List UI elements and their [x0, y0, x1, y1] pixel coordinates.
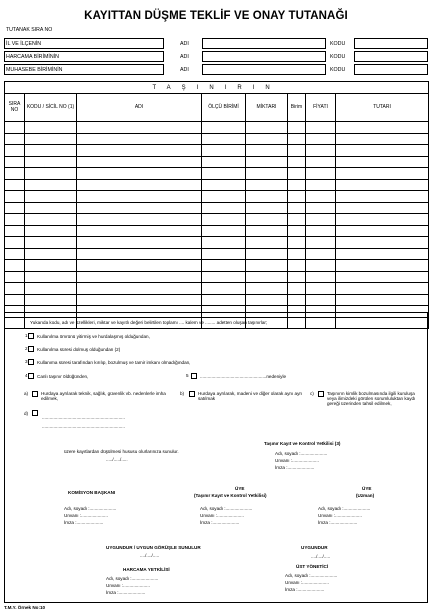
table-cell[interactable] — [336, 191, 429, 203]
table-cell[interactable] — [77, 122, 202, 134]
table-cell[interactable] — [246, 145, 288, 157]
table-row — [5, 225, 429, 237]
table-cell[interactable] — [288, 202, 306, 214]
table-cell[interactable] — [288, 122, 306, 134]
uye-1-adi-soyadi: Adı, soyadı :..................... — [200, 506, 253, 511]
harcama-imza: İmza :..................... — [106, 590, 146, 595]
table-cell[interactable] — [25, 122, 77, 134]
table-cell[interactable] — [77, 283, 202, 295]
table-cell[interactable] — [5, 294, 25, 306]
harcama-kodu-field[interactable] — [354, 51, 428, 62]
table-cell[interactable] — [336, 145, 429, 157]
table-row — [5, 237, 429, 249]
komisyon-baskani-title: KOMİSYON BAŞKANI — [68, 490, 116, 495]
table-cell[interactable] — [202, 202, 246, 214]
sub-option-b-text: Hurdaya ayrılarak, madeni ve diğer olarak aynı ayrı satılmak — [198, 391, 303, 402]
sub-option-d-line-2: ................................................................. — [42, 424, 125, 429]
ust-yonetici-imza: İmza :..................... — [285, 587, 325, 592]
table-row — [5, 133, 429, 145]
sub-option-b-letter: b) — [180, 391, 185, 396]
table-cell[interactable] — [25, 156, 77, 168]
table-cell[interactable] — [336, 248, 429, 260]
tutanak-sira-no-label: TUTANAK SIRA NO — [6, 27, 53, 33]
table-cell[interactable] — [202, 122, 246, 134]
table-cell[interactable] — [306, 271, 336, 283]
harcama-adi-label: ADI — [180, 54, 189, 60]
table-cell[interactable] — [336, 271, 429, 283]
option-1-text: Kullanılma ömrünü yitirmiş ve hurdalaşmış olduğundan, — [37, 334, 150, 339]
table-row — [5, 202, 429, 214]
il-label: İL VE İLÇENİN — [6, 41, 42, 47]
table-cell[interactable] — [306, 225, 336, 237]
uye-2-imza: İmza :..................... — [318, 520, 358, 525]
table-cell[interactable] — [306, 214, 336, 226]
table-cell[interactable] — [306, 145, 336, 157]
table-cell[interactable] — [202, 225, 246, 237]
statement-text: Yukarıda kodu, adı ve özellikleri, miktar ve kayıtlı değeri belirtilen toplamı .... kalem ve ........ adetten oluşan taşınırlar; — [30, 320, 268, 325]
table-cell[interactable] — [202, 133, 246, 145]
table-cell[interactable] — [5, 156, 25, 168]
table-cell[interactable] — [288, 145, 306, 157]
kontrol-unvani: Unvanı :..................... — [275, 458, 319, 463]
table-cell[interactable] — [288, 283, 306, 295]
table-cell[interactable] — [246, 168, 288, 180]
table-cell[interactable] — [246, 191, 288, 203]
table-row — [5, 260, 429, 272]
table-cell[interactable] — [5, 133, 25, 145]
table-cell[interactable] — [246, 214, 288, 226]
kontrol-yetkilisi-title: Taşınır Kayıt ve Kontrol Yetkilisi (3) — [264, 441, 341, 446]
table-cell[interactable] — [202, 248, 246, 260]
table-cell[interactable] — [77, 248, 202, 260]
table-cell[interactable] — [5, 283, 25, 295]
table-cell[interactable] — [288, 214, 306, 226]
table-cell[interactable] — [77, 214, 202, 226]
table-cell[interactable] — [246, 179, 288, 191]
uye-2-subtitle: (Uzman) — [356, 493, 375, 498]
table-cell[interactable] — [25, 202, 77, 214]
option-5-number: 5 — [186, 373, 189, 378]
table-cell[interactable] — [306, 122, 336, 134]
table-cell[interactable] — [306, 179, 336, 191]
option-3-number: 3 — [25, 359, 28, 364]
option-4-number: 4 — [25, 373, 28, 378]
table-cell[interactable] — [202, 179, 246, 191]
table-cell[interactable] — [306, 260, 336, 272]
uygundur-title: UYGUNDUR — [301, 545, 328, 550]
table-cell[interactable] — [77, 202, 202, 214]
table-cell[interactable] — [306, 248, 336, 260]
table-cell[interactable] — [246, 225, 288, 237]
sub-option-a-checkbox[interactable] — [32, 391, 38, 397]
komisyon-imza: İmza :..................... — [64, 520, 104, 525]
table-cell[interactable] — [288, 156, 306, 168]
uye-1-unvani: Unvanı :..................... — [200, 513, 244, 518]
kontrol-imza: İmza :..................... — [275, 465, 315, 470]
table-cell[interactable] — [5, 202, 25, 214]
option-4-text: Canlı taşınır öldüğünden, — [37, 374, 89, 379]
table-row — [5, 294, 429, 306]
option-1-number: 1 — [25, 333, 28, 338]
table-cell[interactable] — [77, 260, 202, 272]
table-cell[interactable] — [5, 122, 25, 134]
table-cell[interactable] — [288, 179, 306, 191]
option-2-text: Kullanılma süresi dolmuş olduğundan (2) — [37, 347, 121, 352]
table-cell[interactable] — [336, 168, 429, 180]
sub-option-d-checkbox[interactable] — [32, 410, 38, 416]
table-cell[interactable] — [5, 271, 25, 283]
kontrol-adi-soyadi: Adı, soyadı :..................... — [275, 451, 328, 456]
muhasebe-kodu-field[interactable] — [354, 64, 428, 75]
table-cell[interactable] — [25, 214, 77, 226]
harcama-adi-soyadi: Adı, soyadı :..................... — [106, 576, 159, 581]
table-cell[interactable] — [336, 237, 429, 249]
sub-option-a-letter: a) — [24, 391, 29, 396]
muhasebe-label: MUHASEBE BİRİMİNİN — [6, 67, 63, 73]
table-cell[interactable] — [336, 179, 429, 191]
table-row — [5, 283, 429, 295]
table-cell[interactable] — [288, 237, 306, 249]
table-row — [5, 214, 429, 226]
table-cell[interactable] — [246, 133, 288, 145]
sub-option-a-text: Hurdaya ayrılarak teknik, sağlık, güvenlik vb. nedenlerle imha edilmek, — [41, 391, 166, 402]
col-olcu-birimi: ÖLÇÜ BİRİMİ — [202, 94, 246, 122]
table-cell[interactable] — [77, 145, 202, 157]
option-2-checkbox[interactable] — [28, 346, 34, 352]
table-cell[interactable] — [5, 179, 25, 191]
table-cell[interactable] — [246, 202, 288, 214]
table-cell[interactable] — [5, 260, 25, 272]
table-cell[interactable] — [25, 294, 77, 306]
table-cell[interactable] — [336, 214, 429, 226]
table-cell[interactable] — [336, 294, 429, 306]
il-adi-label: ADI — [180, 41, 189, 47]
table-cell[interactable] — [5, 214, 25, 226]
table-row — [5, 145, 429, 157]
table-cell[interactable] — [306, 191, 336, 203]
table-cell[interactable] — [306, 294, 336, 306]
conclusion-date: ...../...../..... — [106, 457, 128, 462]
table-cell[interactable] — [25, 168, 77, 180]
il-adi-field[interactable] — [202, 38, 326, 49]
table-cell[interactable] — [77, 133, 202, 145]
col-tutari: TUTARI — [336, 94, 429, 122]
table-cell[interactable] — [246, 237, 288, 249]
table-cell[interactable] — [246, 248, 288, 260]
table-cell[interactable] — [77, 191, 202, 203]
sub-option-c-checkbox[interactable] — [318, 391, 324, 397]
sub-option-d-line-1: ................................................................. — [42, 415, 125, 420]
table-cell[interactable] — [77, 156, 202, 168]
uygun-gorus-title: UYGUNDUR / UYGUN GÖRÜŞLE SUNULUR — [106, 545, 201, 550]
ust-yonetici-adi-soyadi: Adı, soyadı :..................... — [285, 573, 338, 578]
table-cell[interactable] — [246, 283, 288, 295]
table-row — [5, 271, 429, 283]
table-cell[interactable] — [5, 168, 25, 180]
table-cell[interactable] — [202, 168, 246, 180]
table-cell[interactable] — [306, 202, 336, 214]
col-sira-no: SIRA NO — [5, 94, 25, 122]
table-cell[interactable] — [77, 294, 202, 306]
table-cell[interactable] — [25, 260, 77, 272]
table-cell[interactable] — [5, 225, 25, 237]
conclusion-text: üzere kayıtlardan düşülmesi hususu olurlarınıza sunulur. — [64, 449, 179, 454]
option-4-checkbox[interactable] — [28, 373, 34, 379]
table-cell[interactable] — [288, 191, 306, 203]
table-cell[interactable] — [246, 156, 288, 168]
uye-1-imza: İmza :..................... — [200, 520, 240, 525]
table-cell[interactable] — [77, 168, 202, 180]
table-cell[interactable] — [288, 248, 306, 260]
uye-1-subtitle: (Taşınır Kayıt ve Kontrol Yetkilisi) — [194, 493, 267, 498]
table-cell[interactable] — [336, 133, 429, 145]
table-row — [5, 168, 429, 180]
table-cell[interactable] — [306, 283, 336, 295]
info-row-muhasebe — [4, 64, 428, 75]
komisyon-unvani: Unvanı :..................... — [64, 513, 108, 518]
table-cell[interactable] — [25, 145, 77, 157]
option-5-checkbox[interactable] — [191, 373, 197, 379]
table-cell[interactable] — [306, 237, 336, 249]
table-cell[interactable] — [288, 271, 306, 283]
sub-option-c-letter: c) — [310, 391, 314, 396]
table-cell[interactable] — [77, 179, 202, 191]
uygun-gorus-date: ..../..../..... — [140, 553, 160, 558]
table-cell[interactable] — [288, 168, 306, 180]
option-3-checkbox[interactable] — [28, 359, 34, 365]
table-cell[interactable] — [25, 179, 77, 191]
il-kodu-field[interactable] — [354, 38, 428, 49]
table-cell[interactable] — [246, 260, 288, 272]
table-cell[interactable] — [202, 191, 246, 203]
table-cell[interactable] — [336, 225, 429, 237]
col-miktari: MİKTARI — [246, 94, 288, 122]
table-cell[interactable] — [306, 133, 336, 145]
info-row-il — [4, 38, 428, 49]
table-cell[interactable] — [336, 283, 429, 295]
muhasebe-adi-field[interactable] — [202, 64, 326, 75]
table-row — [5, 191, 429, 203]
table-cell[interactable] — [202, 294, 246, 306]
table-cell[interactable] — [246, 122, 288, 134]
info-row-harcama — [4, 51, 428, 62]
table-cell[interactable] — [202, 260, 246, 272]
table-cell[interactable] — [5, 248, 25, 260]
table-cell[interactable] — [336, 202, 429, 214]
muhasebe-adi-label: ADI — [180, 67, 189, 73]
table-cell[interactable] — [202, 156, 246, 168]
ust-yonetici-unvani: Unvanı :..................... — [285, 580, 329, 585]
table-cell[interactable] — [5, 191, 25, 203]
table-cell[interactable] — [77, 237, 202, 249]
table-cell[interactable] — [5, 237, 25, 249]
table-cell[interactable] — [288, 133, 306, 145]
table-cell[interactable] — [77, 225, 202, 237]
muhasebe-kodu-label: KODU — [330, 67, 346, 73]
table-cell[interactable] — [5, 145, 25, 157]
sub-option-b-checkbox[interactable] — [189, 391, 195, 397]
col-birim: Birim — [288, 94, 306, 122]
komisyon-adi-soyadi: Adı, soyadı :..................... — [64, 506, 117, 511]
uye-2-unvani: Unvanı :..................... — [318, 513, 362, 518]
option-3-text: Kullanıma süresi tarafından kırılıp, bozulmuş ve tamir imkanı olmadığından, — [37, 360, 191, 365]
table-caption: TAŞINIRIN — [5, 82, 429, 94]
table-cell[interactable] — [25, 271, 77, 283]
harcama-yetkilisi-title: HARCAMA YETKİLİSİ — [123, 567, 170, 572]
option-5-text: ....................................................nedeniyle — [200, 374, 287, 379]
tasinir-table — [4, 81, 429, 329]
table-cell[interactable] — [202, 237, 246, 249]
table-cell[interactable] — [202, 271, 246, 283]
table-cell[interactable] — [288, 225, 306, 237]
col-kodu: KODU / SİCİL NO (1) — [25, 94, 77, 122]
il-kodu-label: KODU — [330, 41, 346, 47]
table-cell[interactable] — [288, 260, 306, 272]
uye-2-title: ÜYE — [362, 486, 372, 491]
uygundur-date: ..../..../..... — [311, 554, 331, 559]
table-cell[interactable] — [25, 248, 77, 260]
approval-section — [4, 312, 428, 603]
page-title: KAYITTAN DÜŞME TEKLİF VE ONAY TUTANAĞI — [84, 10, 348, 22]
table-cell[interactable] — [336, 122, 429, 134]
harcama-unvani: Unvanı :..................... — [106, 583, 150, 588]
uye-1-title: ÜYE — [235, 486, 245, 491]
footer-form-no: T.M.Y. Örnek No:10 — [4, 605, 46, 610]
table-cell[interactable] — [288, 294, 306, 306]
table-cell[interactable] — [25, 225, 77, 237]
table-row — [5, 248, 429, 260]
table-row — [5, 122, 429, 134]
table-cell[interactable] — [306, 168, 336, 180]
harcama-kodu-label: KODU — [330, 54, 346, 60]
table-cell[interactable] — [202, 214, 246, 226]
table-cell[interactable] — [77, 271, 202, 283]
ust-yonetici-title: ÜST YÖNETİCİ — [296, 564, 329, 569]
table-cell[interactable] — [202, 283, 246, 295]
col-adi: ADI — [77, 94, 202, 122]
harcama-adi-field[interactable] — [202, 51, 326, 62]
table-cell[interactable] — [246, 294, 288, 306]
table-cell[interactable] — [336, 156, 429, 168]
uye-2-adi-soyadi: Adı, soyadı :..................... — [318, 506, 371, 511]
table-row — [5, 179, 429, 191]
table-cell[interactable] — [25, 133, 77, 145]
sub-option-d-letter: d) — [24, 411, 29, 416]
table-cell[interactable] — [336, 260, 429, 272]
option-1-checkbox[interactable] — [28, 333, 34, 339]
table-cell[interactable] — [25, 283, 77, 295]
table-cell[interactable] — [25, 237, 77, 249]
col-fiyati: FİYATI — [306, 94, 336, 122]
harcama-label: HARCAMA BİRİMİNİN — [6, 54, 59, 60]
table-cell[interactable] — [202, 145, 246, 157]
table-cell[interactable] — [306, 156, 336, 168]
option-2-number: 2 — [25, 346, 28, 351]
table-row — [5, 156, 429, 168]
table-cell[interactable] — [246, 271, 288, 283]
table-cell[interactable] — [25, 191, 77, 203]
sub-option-c-text: Taşınırın kimlik bozulmasında ilgili kuruluşa veya ilimizdeki görülen sorumluluktan kaydı gereği üzerinden tahsil edilmek, — [327, 391, 416, 407]
